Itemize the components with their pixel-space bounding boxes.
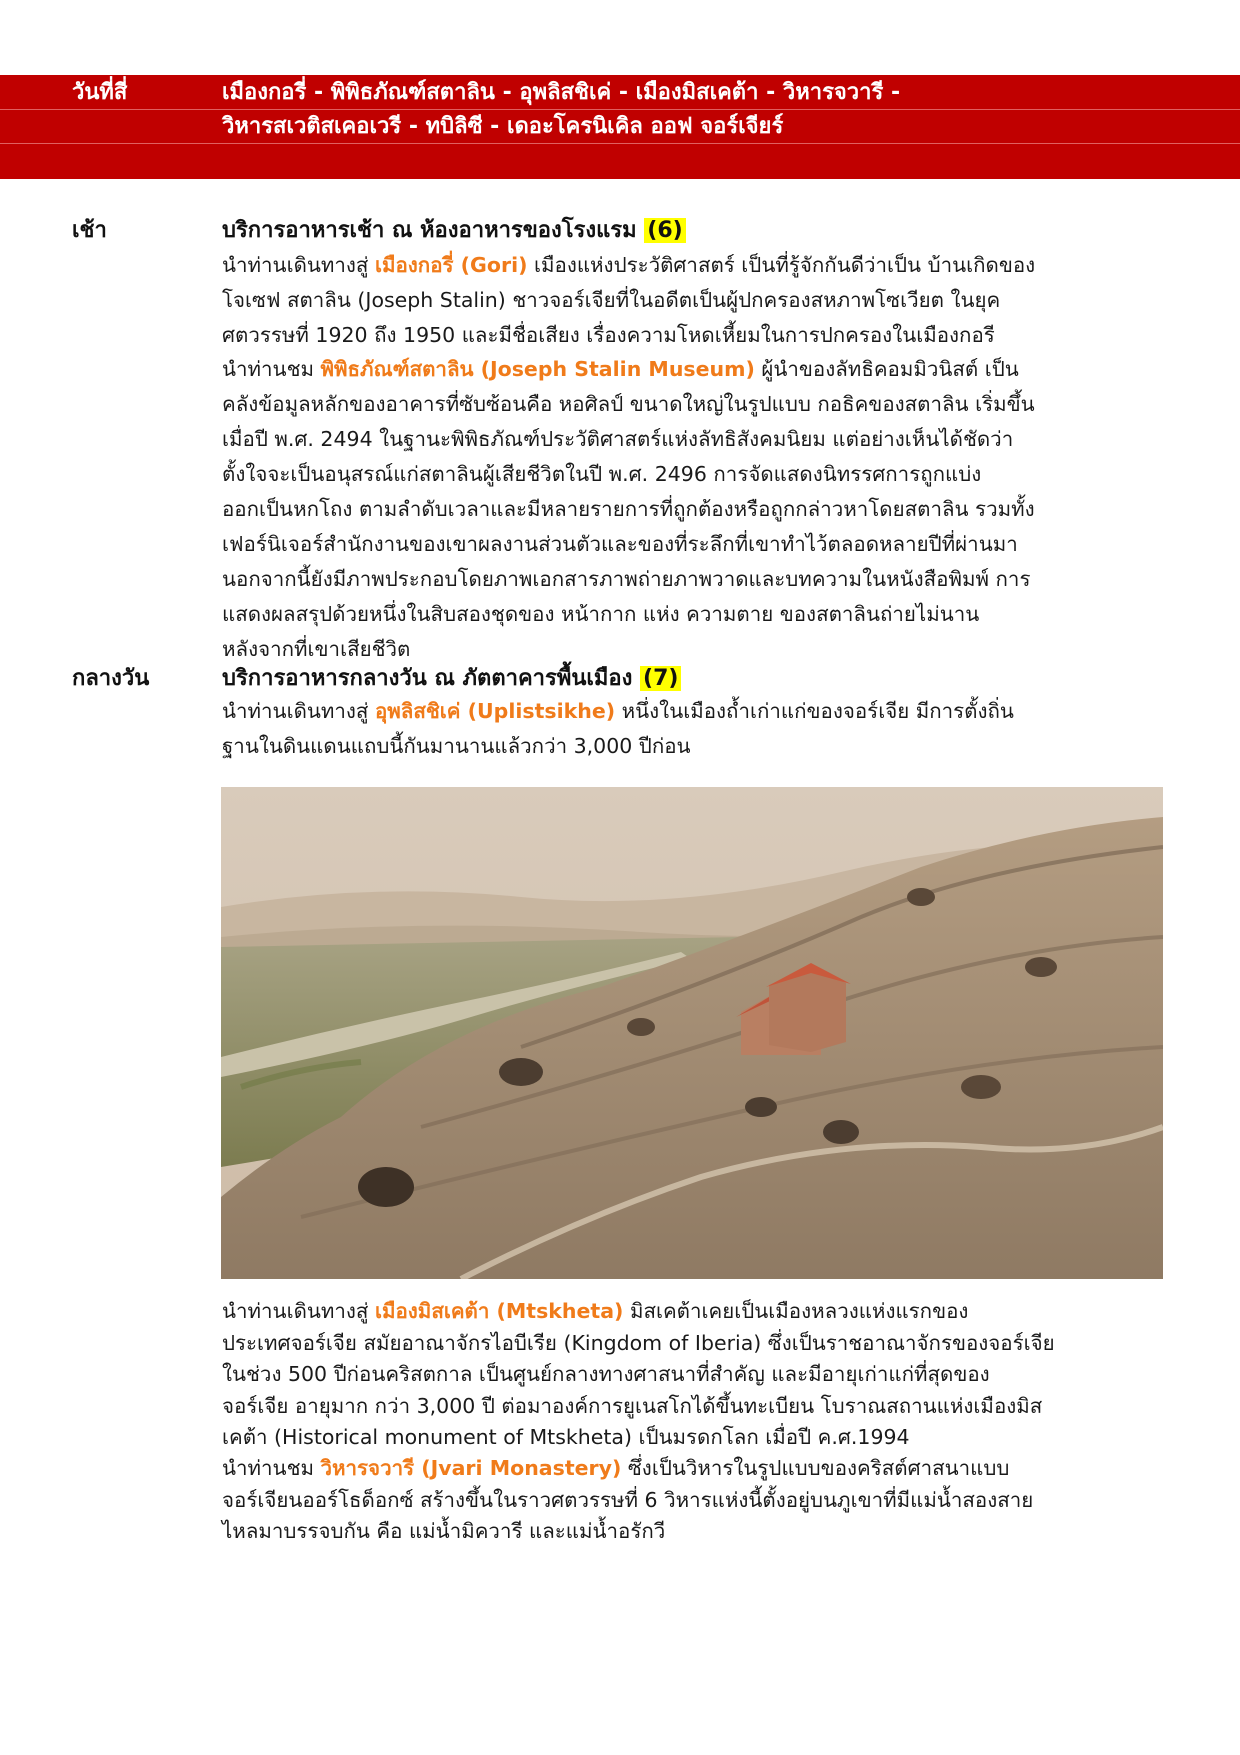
stalin-line-3: เมื่อปี พ.ศ. 2494 ในฐานะพิพิธภัณฑ์ประวัติศาสตร์แห่งลัทธิสังคมนิยม แต่อย่างเห็นได้ชัดว่า [222,427,1014,451]
mtskheta-line-5: เคต้า (Historical monument of Mtskheta) เป็นมรดกโลก เมื่อปี ค.ศ.1994 [222,1425,910,1449]
uplistsikhe-line-2: ฐานในดินแดนแถบนี้กันมานานแล้วกว่า 3,000 ปีก่อน [222,734,691,758]
lunch-label: กลางวัน [72,666,150,691]
breakfast-title [222,215,686,247]
mtskheta-place-name: เมืองมิสเคต้า (Mtskheta) [374,1299,624,1323]
gori-line-3: ศตวรรษที่ 1920 ถึง 1950 และมีชื่อเสียง เรื่องความโหดเหี้ยมในการปกครองในเมืองกอรี [222,323,995,347]
gori-line-2: โจเซฟ สตาลิน (Joseph Stalin) ชาวจอร์เจียที่ในอดีตเป็นผู้ปกครองสหภาพโซเวียต ในยุค [222,288,1001,312]
stalin-museum-name: พิพิธภัณฑ์สตาลิน (Joseph Stalin Museum) [320,357,755,381]
day-title-line-2: วิหารสเวติสเคอเวรี - ทบิลิซี - เดอะโครนิเคิล ออฟ จอร์เจียร์ [222,114,784,139]
day-title [222,76,1182,144]
stalin-intro-text: นำท่านชม [222,357,321,381]
gori-line-1 [222,248,1162,283]
mtskheta-description-text: มิสเคต้าเคยเป็นเมืองหลวงแห่งแรกของ [623,1299,969,1323]
jvari-line-3: ไหลมาบรรจบกัน คือ แม่น้ำมิควารี และแม่น้ำอรักวี [222,1519,666,1543]
stalin-museum-paragraph [222,352,1162,667]
jvari-monastery-name: วิหารจวารี (Jvari Monastery) [320,1456,622,1480]
gori-paragraph [222,248,1162,353]
day-title-line-1: เมืองกอรี่ - พิพิธภัณฑ์สตาลิน - อุพลิสชิเค่ - เมืองมิสเคต้า - วิหารจวารี - [222,80,901,105]
stalin-line-2: คลังข้อมูลหลักของอาคารที่ซับซ้อนคือ หอศิลป์ ขนาดใหญ่ในรูปแบบ กอธิคของสตาลิน เริ่มขึ้น [222,392,1035,416]
uplistsikhe-place-name: อุพลิสชิเค่ (Uplistsikhe) [374,699,616,723]
mtskheta-line-4: จอร์เจีย อายุมาก กว่า 3,000 ปี ต่อมาองค์การยูเนสโกได้ขึ้นทะเบียน โบราณสถานแห่งเมืองมิส [222,1393,1043,1418]
stalin-line-9: หลังจากที่เขาเสียชีวิต [222,637,411,661]
stalin-line-8: แสดงผลสรุปด้วยหนึ่งในสิบสองชุดของ หน้ากาก แห่ง ความตาย ของสตาลินถ่ายไม่นาน [222,602,980,626]
jvari-line-2: จอร์เจียนออร์โธด็อกซ์ สร้างขึ้นในราวศตวรรษที่ 6 วิหารแห่งนี้ตั้งอยู่บนภูเขาที่มีแม่น้ำสองสาย [222,1487,1034,1512]
jvari-paragraph [222,1453,1162,1548]
jvari-intro-text: นำท่านชม [222,1456,321,1480]
lunch-meal-code: (7) [640,666,681,691]
gori-place-name: เมืองกอรี่ (Gori) [374,253,528,277]
uplistsikhe-paragraph [222,694,1162,764]
breakfast-label: เช้า [72,218,107,243]
stalin-description-text: ผู้นำของลัทธิคอมมิวนิสต์ เป็น [754,357,1019,381]
breakfast-title-text: บริการอาหารเช้า ณ ห้องอาหารของโรงแรม [222,218,637,243]
uplistsikhe-photo [221,787,1163,1279]
breakfast-meal-code: (6) [644,218,685,243]
mtskheta-line-2: ประเทศจอร์เจีย สมัยอาณาจักรไอบีเรีย (Kingdom of Iberia) ซึ่งเป็นราชอาณาจักรของจอร์เจีย [222,1330,1055,1355]
gori-description-text: เมืองแห่งประวัติศาสตร์ เป็นที่รู้จักกันดีว่าเป็น บ้านเกิดของ [527,253,1036,277]
day-label: วันที่สี่ [72,80,128,105]
lunch-title-text: บริการอาหารกลางวัน ณ ภัตตาคารพื้นเมือง [222,666,633,691]
uplistsikhe-line-1 [222,694,1162,729]
jvari-line-1 [222,1453,1162,1485]
lunch-title [222,663,681,695]
uplistsikhe-description-text: หนึ่งในเมืองถ้ำเก่าแก่ของจอร์เจีย มีการตั้งถิ่น [615,699,1014,723]
mtskheta-line-1 [222,1296,1162,1328]
stalin-line-1 [222,352,1162,387]
mtskheta-intro-text: นำท่านเดินทางสู่ [222,1299,375,1323]
stalin-line-5: ออกเป็นหกโถง ตามลำดับเวลาและมีหลายรายการที่ถูกต้องหรือถูกกล่าวหาโดยสตาลิน รวมทั้ง [222,497,1035,521]
stalin-line-6: เฟอร์นิเจอร์สำนักงานของเขาผลงานส่วนตัวและของที่ระลึกที่เขาทำไว้ตลอดหลายปีที่ผ่านมา [222,532,1018,556]
mtskheta-paragraph [222,1296,1162,1454]
gori-intro-text: นำท่านเดินทางสู่ [222,253,375,277]
uplistsikhe-intro-text: นำท่านเดินทางสู่ [222,699,375,723]
stalin-line-4: ตั้งใจจะเป็นอนุสรณ์แก่สตาลินผู้เสียชีวิตในปี พ.ศ. 2496 การจัดแสดงนิทรรศการถูกแบ่ง [222,462,982,486]
mtskheta-line-3: ในช่วง 500 ปีก่อนคริสตกาล เป็นศูนย์กลางทางศาสนาที่สำคัญ และมีอายุเก่าแก่ที่สุดของ [222,1362,990,1386]
stalin-line-7: นอกจากนี้ยังมีภาพประกอบโดยภาพเอกสารภาพถ่ายภาพวาดและบทความในหนังสือพิมพ์ การ [222,567,1031,591]
jvari-description-text: ซึ่งเป็นวิหารในรูปแบบของคริสต์ศาสนาแบบ [621,1456,1010,1480]
